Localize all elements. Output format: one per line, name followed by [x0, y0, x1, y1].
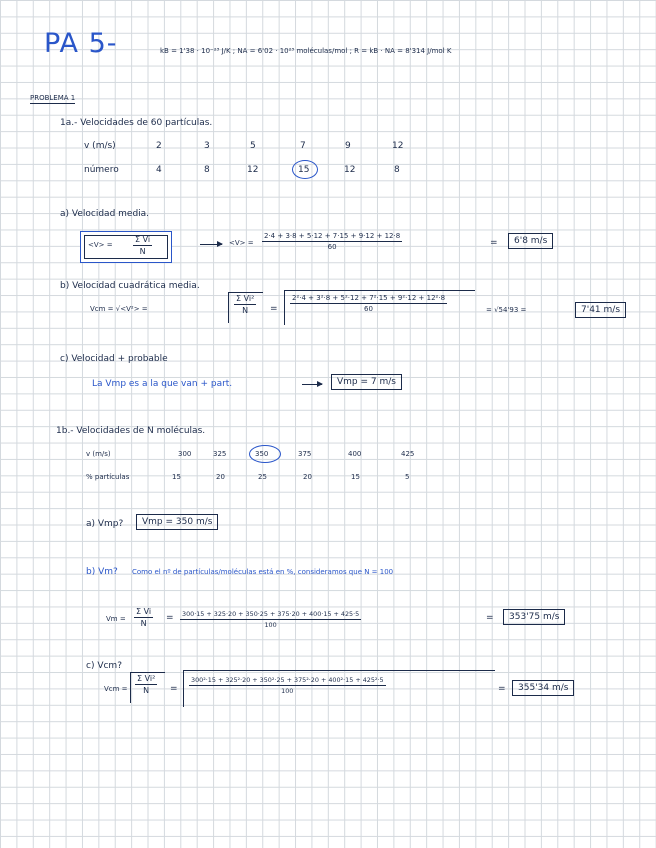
question-vmp: a) Vmp?: [86, 519, 124, 529]
probable-result-box: Vmp = 7 m/s: [331, 374, 402, 390]
table-a-cell: 3: [204, 141, 210, 151]
rms-intermediate: = √54'93 =: [486, 306, 527, 314]
fraction-numerator: Σ Vi²: [137, 674, 156, 683]
table-a-row2-label: número: [84, 165, 119, 175]
question-b-rms: b) Velocidad cuadrática media.: [60, 281, 200, 291]
vmp-result-box: Vmp = 350 m/s: [136, 514, 218, 530]
table-b-row1-label: v (m/s): [86, 450, 111, 458]
table-a-cell: 5: [250, 141, 256, 151]
equals-sign: =: [170, 684, 178, 694]
table-b-cell: 400: [348, 450, 362, 458]
table-a-cell: 8: [204, 165, 210, 175]
constants-line: kB = 1'38 · 10⁻²³ J/K ; NA = 6'02 · 10²³ moléculas/mol ; R = kB · NA = 8'314 J/mol K: [160, 47, 452, 55]
fraction-denominator: 60: [327, 243, 337, 251]
implies-arrow: [302, 384, 322, 385]
fraction-numerator: 300·15 + 325·20 + 350·25 + 375·20 + 400·15 + 425·5: [182, 610, 360, 618]
vm-result-box: 353'75 m/s: [503, 609, 565, 625]
equals-sign: =: [498, 684, 506, 694]
table-b-row2-label: % partículas: [86, 473, 130, 481]
question-vm: b) Vm?: [86, 567, 118, 577]
fraction-numerator: 2²·4 + 3²·8 + 5²·12 + 7²·15 + 9²·12 + 12²·8: [292, 294, 446, 302]
fraction-numerator: Σ Vi: [135, 235, 151, 244]
mean-formula-fraction: [133, 235, 152, 256]
table-a-cell: 15: [298, 165, 310, 175]
vcm-lhs: Vcm =: [104, 685, 128, 693]
fraction-numerator: 300²·15 + 325²·20 + 350²·25 + 375²·20 + 400²·15 + 425²·5: [191, 676, 384, 684]
mean-rhs-label: <V> =: [229, 239, 254, 247]
fraction-denominator: N: [143, 686, 150, 695]
table-b-cell: 375: [298, 450, 312, 458]
table-b-cell: 20: [303, 473, 312, 481]
implies-arrow: [200, 244, 222, 245]
equals-sign: =: [166, 613, 174, 623]
rms-result-box: 7'41 m/s: [575, 302, 626, 318]
equals-sign: =: [490, 238, 498, 248]
fraction-denominator: N: [140, 619, 147, 628]
table-b-cell: 25: [258, 473, 267, 481]
part-b-title: 1b.- Velocidades de N moléculas.: [56, 426, 206, 436]
fraction-denominator: 100: [281, 687, 294, 695]
vm-note: Como el nº de partículas/moléculas está en %, consideramos que N = 100: [132, 568, 394, 576]
table-a-cell: 8: [394, 165, 400, 175]
vcm-calculation: [189, 676, 386, 695]
table-b-cell: 5: [405, 473, 410, 481]
table-b-cell: 15: [172, 473, 181, 481]
fraction-denominator: 100: [264, 621, 277, 629]
table-a-cell: 4: [156, 165, 162, 175]
table-a-cell: 12: [392, 141, 404, 151]
fraction-denominator: N: [139, 247, 146, 256]
vcm-result-box: 355'34 m/s: [512, 680, 574, 696]
table-a-cell: 9: [345, 141, 351, 151]
mean-formula-lhs: <V> =: [88, 241, 113, 249]
vm-lhs: Vm =: [106, 615, 126, 623]
question-a-mean: a) Velocidad media.: [60, 209, 150, 219]
table-b-cell: 350: [255, 450, 269, 458]
table-a-cell: 12: [344, 165, 356, 175]
table-a-cell: 2: [156, 141, 162, 151]
fraction-numerator: 2·4 + 3·8 + 5·12 + 7·15 + 9·12 + 12·8: [264, 232, 401, 240]
probable-explanation: La Vmp es a la que van + part.: [92, 379, 233, 389]
fraction-denominator: 60: [364, 305, 373, 313]
table-b-cell: 20: [216, 473, 225, 481]
fraction-denominator: N: [242, 306, 249, 315]
table-a-row1-label: v (m/s): [84, 141, 116, 151]
table-a-cell: 12: [247, 165, 259, 175]
problem-heading: PROBLEMA 1: [30, 94, 76, 102]
question-c-probable: c) Velocidad + probable: [60, 354, 168, 364]
mean-calculation: [262, 232, 402, 251]
table-b-cell: 325: [213, 450, 227, 458]
question-vcm: c) Vcm?: [86, 661, 122, 671]
mean-formula-box: [80, 231, 172, 263]
part-a-title: 1a.- Velocidades de 60 partículas.: [60, 118, 213, 128]
vcm-formula-fraction: [135, 674, 157, 695]
vm-calculation: [180, 610, 361, 629]
table-b-cell: 15: [351, 473, 360, 481]
rms-formula-fraction: [234, 294, 256, 315]
fraction-numerator: Σ Vi: [136, 607, 152, 616]
vm-formula-fraction: [134, 607, 153, 628]
equals-sign: =: [270, 304, 278, 314]
table-a-cell: 7: [300, 141, 306, 151]
equals-sign: =: [486, 613, 494, 623]
rms-lhs: Vcm = √<V²> =: [90, 305, 148, 313]
mean-result-box: 6'8 m/s: [508, 233, 553, 249]
table-b-cell: 425: [401, 450, 415, 458]
rms-calculation: [290, 294, 447, 313]
table-b-cell: 300: [178, 450, 192, 458]
fraction-numerator: Σ Vi²: [236, 294, 255, 303]
page-title: PA 5-: [44, 28, 118, 59]
